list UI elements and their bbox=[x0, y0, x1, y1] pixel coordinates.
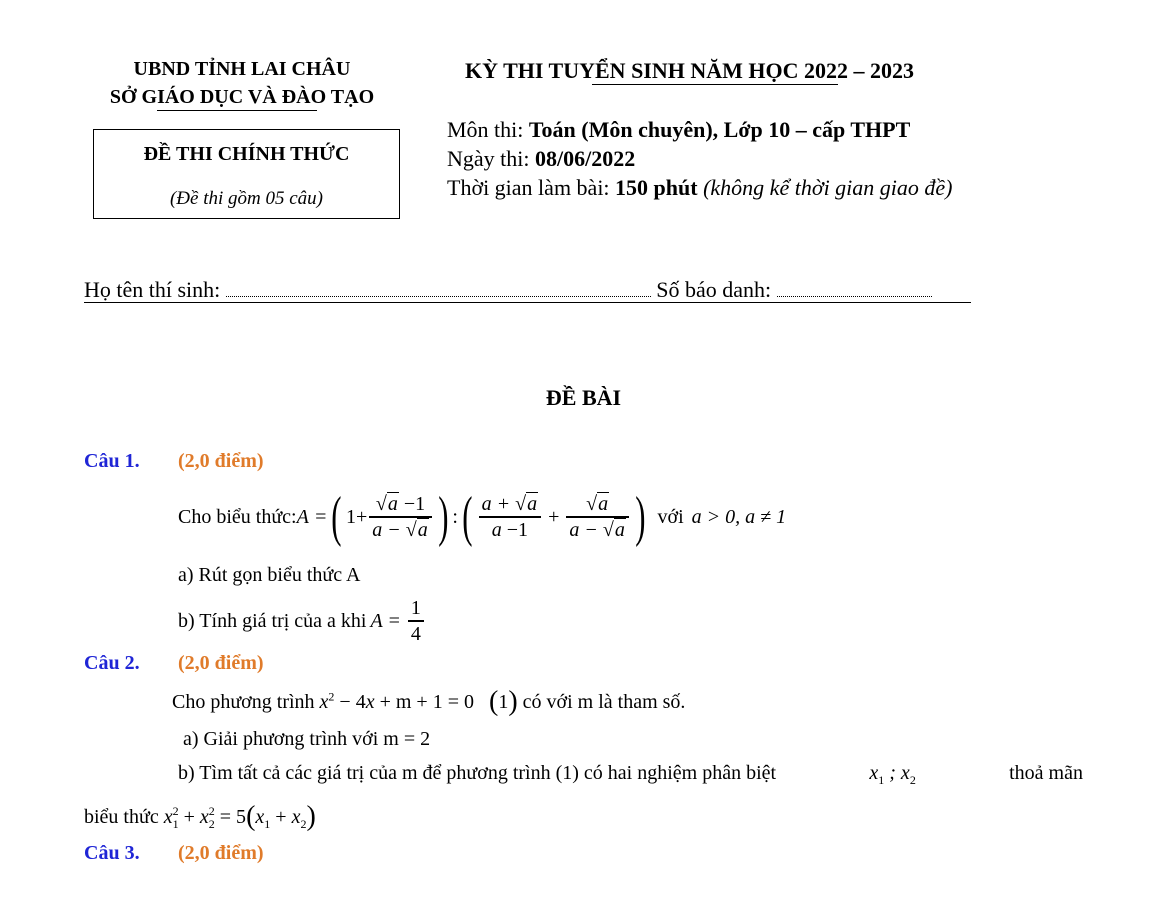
question-1-part-a: a) Rút gọn biểu thức A bbox=[178, 564, 361, 586]
exam-title: KỲ THI TUYỂN SINH NĂM HỌC 2022 – 2023 bbox=[465, 58, 915, 83]
subject-line bbox=[447, 117, 910, 143]
question-2-part-a: a) Giải phương trình với m = 2 bbox=[183, 728, 431, 750]
subject-value: Toán (Môn chuyên), Lớp 10 – cấp THPT bbox=[528, 117, 911, 142]
time-note: (không kể thời gian giao đề) bbox=[703, 175, 953, 200]
date-line bbox=[447, 146, 635, 172]
question-2-part-b bbox=[178, 762, 1083, 785]
question-2-intro bbox=[172, 686, 685, 718]
question-label: Câu 1. bbox=[84, 450, 140, 472]
math-formula: $x_1$ ; $x_2$ bbox=[869, 762, 916, 787]
part-b-text: b) Tính giá trị của a khi bbox=[178, 609, 367, 632]
math-formula: A = $\frac{1}{4}$ bbox=[370, 596, 425, 645]
question-1-points: (2,0 điểm) bbox=[178, 450, 264, 472]
exam-page-count: (Đề thi gồm 05 câu) bbox=[169, 188, 324, 209]
subject-label: Môn thi: bbox=[447, 117, 529, 142]
part-b-line2-text: biểu thức bbox=[84, 806, 164, 828]
candidate-id-field[interactable] bbox=[777, 282, 932, 297]
condition: a > 0, a ≠ 1 bbox=[691, 505, 787, 528]
question-2-points: (2,0 điểm) bbox=[178, 652, 264, 674]
intro-text: Cho phương trình bbox=[172, 691, 320, 713]
candidate-id-label: Số báo danh: bbox=[656, 277, 777, 302]
exam-title-underline bbox=[592, 84, 838, 85]
time-line bbox=[447, 175, 953, 201]
condition-prefix: với bbox=[657, 505, 684, 528]
math-formula: $x_1^2 + x_2^2 = 5(x_1 + x_2)$ bbox=[163, 801, 316, 832]
department-name: SỞ GIÁO DỤC VÀ ĐÀO TẠO bbox=[109, 86, 375, 108]
part-b-tail: thoả mãn bbox=[1009, 762, 1083, 784]
candidate-underline bbox=[84, 302, 971, 303]
time-label: Thời gian làm bài: bbox=[447, 175, 616, 200]
question-label: Câu 2. bbox=[84, 652, 140, 674]
authority-name: UBND TỈNH LAI CHÂU bbox=[133, 58, 351, 80]
math-formula: A = ( 1+ $\frac{√a -1}{a - √a}$ ) : ( $\frac{a + √a}{a -1}$ + $\frac{√a}{a - √a}$ ) bbox=[296, 486, 646, 548]
candidate-name-label: Họ tên thí sinh: bbox=[84, 277, 226, 302]
date-label: Ngày thi: bbox=[447, 146, 535, 171]
candidate-name-field[interactable] bbox=[226, 282, 651, 297]
question-2-label bbox=[84, 652, 140, 675]
question-1-expression bbox=[178, 478, 786, 556]
time-value: 150 phút bbox=[615, 175, 698, 200]
part-b-text: b) Tìm tất cả các giá trị của m để phương trình (1) có hai nghiệm phân biệt bbox=[178, 762, 777, 784]
candidate-line bbox=[84, 277, 932, 303]
official-exam-title: ĐỀ THI CHÍNH THỨC bbox=[143, 143, 350, 165]
official-exam-box bbox=[93, 129, 400, 219]
department-underline bbox=[157, 110, 317, 111]
equation-tail: có với m là tham số. bbox=[522, 691, 686, 713]
question-2-part-b-line2 bbox=[84, 801, 316, 833]
question-label: Câu 3. bbox=[84, 842, 140, 864]
math-formula: $x^2 - 4x + m + 1 = 0$ (1) bbox=[319, 686, 518, 717]
section-title: ĐỀ BÀI bbox=[545, 385, 622, 410]
question-3-points: (2,0 điểm) bbox=[178, 842, 264, 864]
question-1-part-b bbox=[178, 592, 426, 650]
date-value: 08/06/2022 bbox=[535, 146, 636, 171]
question-1-label bbox=[84, 450, 140, 473]
expression-intro: Cho biểu thức: bbox=[178, 505, 297, 528]
question-3-label bbox=[84, 842, 140, 865]
